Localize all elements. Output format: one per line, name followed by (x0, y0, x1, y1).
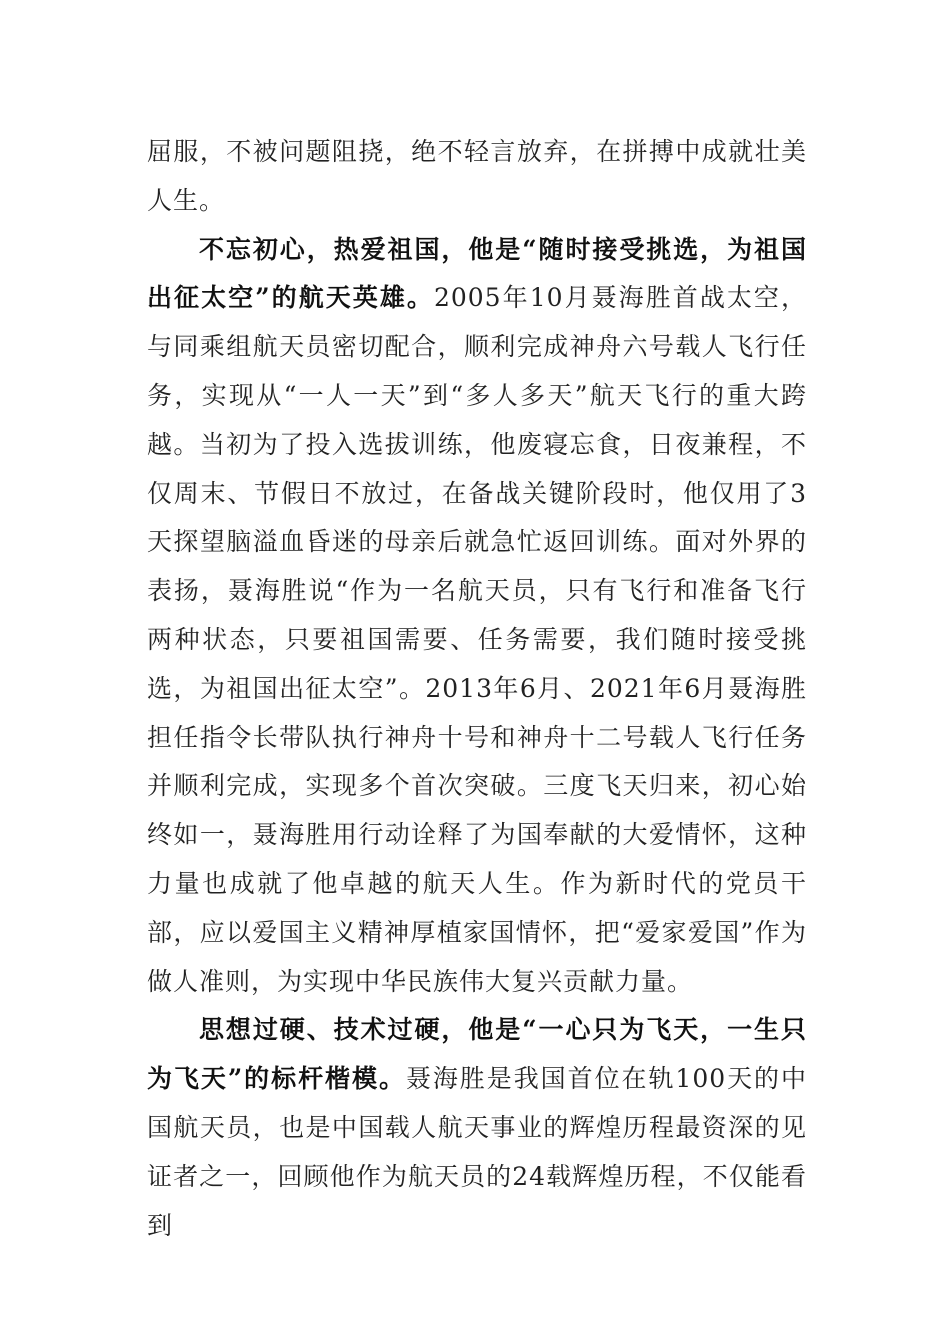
paragraph-heading: 思想过硬、技术过硬，他是“一心只为飞天，一生只为飞天”的标杆楷模。 (147, 1015, 807, 1094)
body-text (147, 128, 807, 1250)
paragraph-role-model (147, 1006, 807, 1250)
paragraph-text: 2005年10月聂海胜首战太空，与同乘组航天员密切配合，顺利完成神舟六号载人飞行任务，实现从“一人一天”到“多人多天”航天飞行的重大跨越。当初为了投入选拔训练，他废寝忘食，日夜兼程，不仅周末、节假日不放过，在备战关键阶段时，他仅用了3天探望脑溢血昏迷的母亲后就急忙返回训练。面对外界的表扬，聂海胜说“作为一名航天员，只有飞行和准备飞行两种状态，只要祖国需要、任务需要，我们随时接受挑选，为祖国出征太空”。2013年6月、2021年6月聂海胜担任指令长带队执行神舟十号和神舟十二号载人飞行任务并顺利完成，实现多个首次突破。三度飞天归来，初心始终如一，聂海胜用行动诠释了为国奉献的大爱情怀，这种力量也成就了他卓越的航天人生。作为新时代的党员干部，应以爱国主义精神厚植家国情怀，把“爱家爱国”作为做人准则，为实现中华民族伟大复兴贡献力量。 (147, 283, 807, 996)
paragraph-patriotism (147, 226, 807, 1007)
paragraph-text: 屈服，不被问题阻挠，绝不轻言放弃，在拼搏中成就壮美人生。 (147, 137, 807, 215)
paragraph-text: 聂海胜是我国首位在轨100天的中国航天员，也是中国载人航天事业的辉煌历程最资深的见证者之一，回顾他作为航天员的24载辉煌历程，不仅能看到 (147, 1064, 807, 1240)
paragraph-continuation (147, 128, 807, 226)
paragraph-heading: 不忘初心，热爱祖国，他是“随时接受挑选，为祖国出征太空”的航天英雄。 (147, 234, 807, 313)
